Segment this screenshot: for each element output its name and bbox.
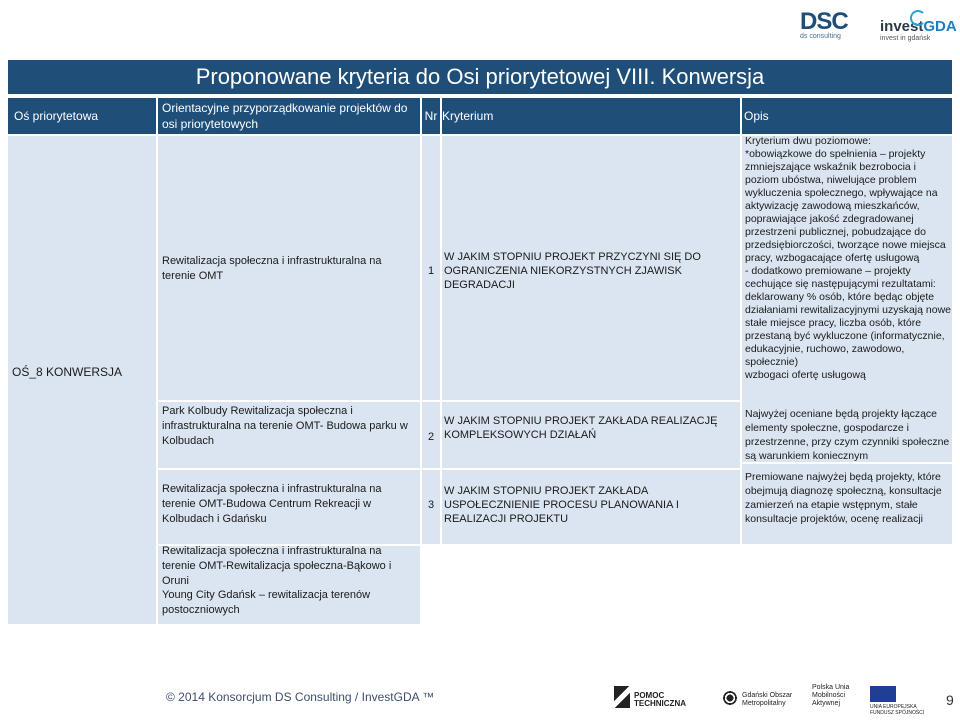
header-orientation: Orientacyjne przyporządkowanie projektów do osi priorytetowych: [158, 98, 420, 134]
header-nr: Nr: [422, 98, 440, 134]
polska-unia-logo: [812, 684, 860, 714]
description-line: - dodatkowo premiowane – projekty cechujące się następującymi rezultatami: deklarowany % osób, które będąc objęte działaniami rewitalizacyjnymi uzyskają nowe stałe miejsce pracy, liczba osób, które przestaną być wykluczone (informatycznie, edukacyjnie, ruchowo, zawodowo, społecznie): [745, 265, 951, 368]
investgda-logo: [880, 10, 960, 46]
orientation-item: Young City Gdańsk – rewitalizacja terenów postoczniowych: [162, 589, 371, 616]
header-criterion: Kryterium: [442, 98, 740, 134]
gdanski-obszar-logo: [722, 684, 800, 714]
slide-title: Proponowane kryteria do Osi priorytetowej VIII. Konwersja: [195, 64, 765, 89]
eu-logo: [870, 684, 930, 714]
axis-cell: [8, 136, 156, 624]
header-axis: Oś priorytetowa: [8, 98, 156, 134]
description-line: Kryterium dwu poziomowe:: [745, 135, 872, 147]
eu-label: UNIA EUROPEJSKA FUNDUSZ SPÓJNOŚCI: [870, 704, 925, 716]
axis-value: OŚ_8 KONWERSJA: [12, 365, 123, 379]
dsc-logo-mark: DSC: [800, 8, 848, 35]
description-line: Najwyżej oceniane będą projekty łączące elementy społeczne, gospodarcze i przestrzenne, przy czym czynniki społeczne są warunkiem koniecznym: [745, 408, 950, 462]
description-text-1: [745, 135, 951, 382]
gdanski-obszar-label: Gdański Obszar Metropolitalny: [742, 692, 793, 707]
header-description: Opis: [742, 98, 952, 134]
pomoc-techniczna-logo: [614, 684, 714, 714]
description-text-3: [745, 470, 951, 526]
dsc-consulting-logo: [800, 10, 870, 46]
dsc-logo-subtitle: ds consulting: [800, 33, 841, 40]
description-line: *obowiązkowe do spełnienia – projekty zmniejszające wskaźnik bezrobocia i poziom ubóstwa, niwelujące problem wykluczenia społecznego, wpływające na aktywizację zawodową mieszkańców, poprawiające jakość zdegradowanej przestrzeni publicznej, pobudzające do przedsiębiorczości, tworzące nowe miejsca pracy, wzbogacające ofertę usługową: [745, 148, 946, 264]
description-line: wzbogaci ofertę usługową: [745, 369, 866, 381]
criterion-text: W JAKIM STOPNIU PROJEKT PRZYCZYNI SIĘ DO OGRANICZENIA NIEKORZYSTNYCH ZJAWISK DEGRADACJI: [444, 251, 701, 291]
description-line: Premiowane najwyżej będą projekty, które obejmują diagnozę społeczną, konsultacje zamierzeń na etapie wstępnym, stałe konsultacje projektów, ocenę realizacji: [745, 471, 942, 525]
row-number: 2: [427, 431, 435, 443]
description-text-2: [745, 407, 951, 463]
investgda-logo-mark-a: invest: [880, 18, 924, 35]
criterion-text: W JAKIM STOPNIU PROJEKT ZAKŁADA REALIZACJĘ KOMPLEKSOWYCH DZIAŁAŃ: [444, 415, 718, 441]
gdanski-obszar-icon: [722, 690, 738, 706]
eu-flag-icon: [870, 686, 896, 702]
orientation-item: Rewitalizacja społeczna i infrastrukturalna na terenie OMT-Rewitalizacja społeczna-Bąkowo i Oruni: [162, 545, 392, 587]
pomoc-techniczna-icon: [614, 686, 630, 708]
pomoc-techniczna-label: POMOC TECHNICZNA: [634, 691, 686, 708]
row-number: 1: [427, 265, 435, 277]
orientation-item: Rewitalizacja społeczna i infrastrukturalna na terenie OMT: [162, 255, 382, 282]
polska-unia-label: Polska Unia Mobilności Aktywnej: [812, 684, 850, 707]
orientation-item: Rewitalizacja społeczna i infrastrukturalna na terenie OMT-Budowa Centrum Rekreacji w Kolbudach i Gdańsku: [162, 483, 382, 525]
criterion-text: W JAKIM STOPNIU PROJEKT ZAKŁADA USPOŁECZNIENIE PROCESU PLANOWANIA I REALIZACJI PROJEKTU: [444, 485, 679, 525]
investgda-logo-ring-icon: [910, 10, 926, 26]
investgda-logo-mark-b: GDA: [923, 18, 957, 35]
row-number: 3: [427, 499, 435, 511]
investgda-logo-subtitle: invest in gdańsk: [880, 35, 931, 42]
copyright-text: © 2014 Konsorcjum DS Consulting / InvestGDA ™: [166, 690, 435, 704]
orientation-item: Park Kolbudy Rewitalizacja społeczna i infrastrukturalna na terenie OMT- Budowa parku w Kolbudach: [162, 405, 408, 447]
page-number: 9: [946, 692, 954, 708]
